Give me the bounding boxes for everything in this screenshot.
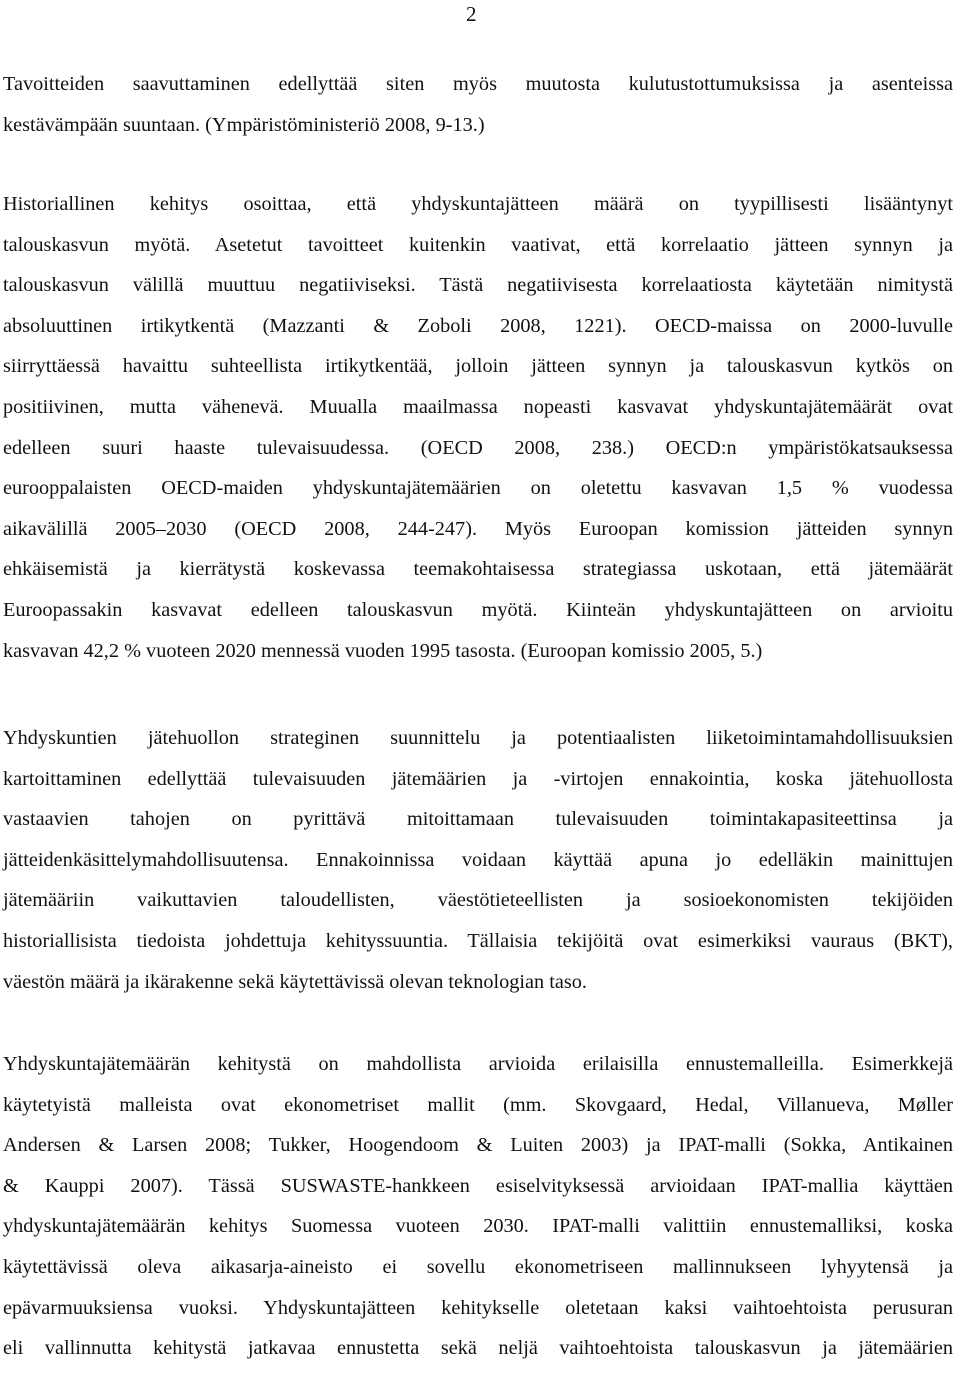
text-line: & Kauppi 2007). Tässä SUSWASTE-hankkeen esiselvityksessä arvioidaan IPAT-mallia käyttäen (3, 1174, 953, 1197)
text-line: epävarmuuksiensa vuoksi. Yhdyskuntajätteen kehitykselle oletetaan kaksi vaihtoehtoista perusuran (3, 1296, 953, 1319)
text-line: eurooppalaisten OECD-maiden yhdyskuntajätemäärien on oletettu kasvavan 1,5 % vuodessa (3, 477, 953, 500)
text-line: edelleen suuri haaste tulevaisuudessa. (OECD 2008, 238.) OECD:n ympäristökatsauksessa (3, 436, 953, 459)
text-line: absoluuttinen irtikytkentä (Mazzanti & Zoboli 2008, 1221). OECD-maissa on 2000-luvulle (3, 314, 953, 337)
text-line: käytetyistä malleista ovat ekonometriset mallit (mm. Skovgaard, Hedal, Villanueva, Møller (3, 1093, 953, 1116)
text-line: vastaavien tahojen on pyrittävä mitoittamaan tulevaisuuden toimintakapasiteettinsa ja (3, 808, 953, 831)
text-line: historiallisista tiedoista johdettuja kehityssuuntia. Tällaisia tekijöitä ovat esimerkiksi vauraus (BKT), (3, 929, 953, 952)
text-line: talouskasvun myötä. Asetetut tavoitteet kuitenkin vaativat, että korrelaatio jätteen synnyn ja (3, 233, 953, 256)
paragraph (3, 72, 953, 153)
text-line: jätemääriin vaikuttavien taloudellisten, väestötieteellisten ja sosioekonomisten tekijöiden (3, 889, 953, 912)
text-line: yhdyskuntajätemäärän kehitys Suomessa vuoteen 2030. IPAT-malli valittiin ennustemalliksi, koska (3, 1215, 953, 1238)
paragraph (3, 192, 953, 679)
page-number: 2 (466, 2, 477, 26)
text-line: Yhdyskuntajätemäärän kehitystä on mahdollista arvioida erilaisilla ennustemalleilla. Esimerkkejä (3, 1053, 953, 1075)
text-line: Yhdyskuntien jätehuollon strateginen suunnittelu ja potentiaalisten liiketoimintamahdollisuuksien (3, 727, 953, 749)
paragraph (3, 1052, 953, 1377)
text-line: väestön määrä ja ikärakenne sekä käytettävissä olevan teknologian taso. (3, 970, 587, 993)
text-line: jätteidenkäsittelymahdollisuutensa. Ennakoinnissa voidaan käyttää apuna jo edelläkin mainittujen (3, 848, 953, 871)
paragraph (3, 726, 953, 1010)
text-line: positiivinen, mutta vähenevä. Muualla maailmassa nopeasti kasvavat yhdyskuntajätemäärät ovat (3, 395, 953, 418)
text-line: aikavälillä 2005–2030 (OECD 2008, 244-247). Myös Euroopan komission jätteiden synnyn (3, 517, 953, 540)
text-line: ehkäisemistä ja kierrätystä koskevassa teemakohtaisessa strategiassa uskotaan, että jätemäärät (3, 558, 953, 581)
text-line: kestävämpään suuntaan. (Ympäristöministeriö 2008, 9-13.) (3, 113, 485, 136)
text-line: siirryttäessä havaittu suhteellista irtikytkentää, jolloin jätteen synnyn ja talouskasvun kytkös on (3, 355, 953, 378)
text-line: kasvavan 42,2 % vuoteen 2020 mennessä vuoden 1995 tasosta. (Euroopan komissio 2005, 5.) (3, 639, 763, 662)
text-line: käytettävissä oleva aikasarja-aineisto ei sovellu ekonometriseen mallinnukseen lyhyytensä ja (3, 1255, 953, 1278)
text-line: Tavoitteiden saavuttaminen edellyttää siten myös muutosta kulutustottumuksissa ja asenteissa (3, 73, 953, 95)
text-line: Historiallinen kehitys osoittaa, että yhdyskuntajätteen määrä on tyypillisesti lisääntynyt (3, 193, 953, 215)
text-line: Euroopassakin kasvavat edelleen talouskasvun myötä. Kiinteän yhdyskuntajätteen on arvioitu (3, 598, 953, 621)
text-line: talouskasvun välillä muuttuu negatiiviseksi. Tästä negatiivisesta korrelaatiosta käytetään nimitystä (3, 274, 953, 297)
text-line: kartoittaminen edellyttää tulevaisuuden jätemäärien ja -virtojen ennakointia, koska jätehuollosta (3, 767, 953, 790)
text-line: Andersen & Larsen 2008; Tukker, Hoogendoom & Luiten 2003) ja IPAT-malli (Sokka, Antikainen (3, 1134, 953, 1157)
text-line: eli vallinnutta kehitystä jatkavaa ennustetta sekä neljä vaihtoehtoista talouskasvun ja jätemäärien (3, 1337, 953, 1360)
